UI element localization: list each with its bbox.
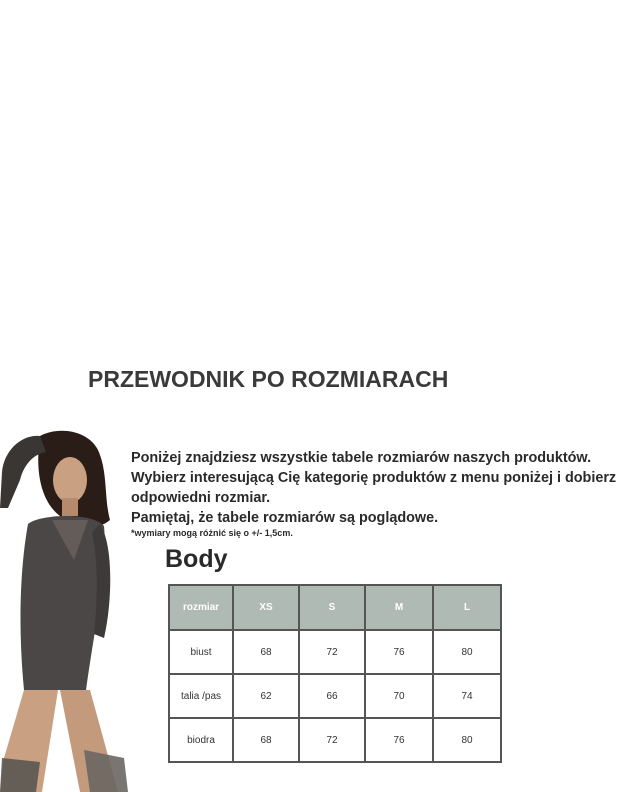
table-cell: 74 [433, 674, 501, 718]
table-cell: 72 [299, 630, 365, 674]
page-title: PRZEWODNIK PO ROZMIARACH [88, 366, 449, 392]
row-label: talia /pas [169, 674, 233, 718]
table-cell: 72 [299, 718, 365, 762]
intro-line: Pamiętaj, że tabele rozmiarów są poglądowe. [131, 510, 439, 526]
header-cell: S [299, 585, 365, 630]
table-cell: 76 [365, 630, 433, 674]
section-title-body: Body [165, 545, 228, 573]
table-cell: 70 [365, 674, 433, 718]
header-cell: rozmiar [169, 585, 233, 630]
intro-text [131, 448, 631, 528]
table-cell: 66 [299, 674, 365, 718]
table-cell: 68 [233, 630, 299, 674]
intro-line: Wybierz interesującą Cię kategorię produktów z menu poniżej i dobierz [131, 470, 617, 486]
table-header-row [169, 585, 501, 630]
measurement-note: *wymiary mogą różnić się o +/- 1,5cm. [131, 528, 293, 538]
table-cell: 62 [233, 674, 299, 718]
header-cell: M [365, 585, 433, 630]
intro-line: Poniżej znajdziesz wszystkie tabele rozmiarów naszych produktów. [131, 450, 592, 466]
table-cell: 80 [433, 630, 501, 674]
row-label: biust [169, 630, 233, 674]
header-cell: XS [233, 585, 299, 630]
table-cell: 68 [233, 718, 299, 762]
row-label: biodra [169, 718, 233, 762]
header-cell: L [433, 585, 501, 630]
table-row [169, 630, 501, 674]
table-row [169, 718, 501, 762]
table-row [169, 674, 501, 718]
model-photo [0, 428, 135, 792]
table-cell: 76 [365, 718, 433, 762]
table-cell: 80 [433, 718, 501, 762]
intro-line: odpowiedni rozmiar. [131, 490, 271, 506]
size-table [168, 584, 502, 763]
